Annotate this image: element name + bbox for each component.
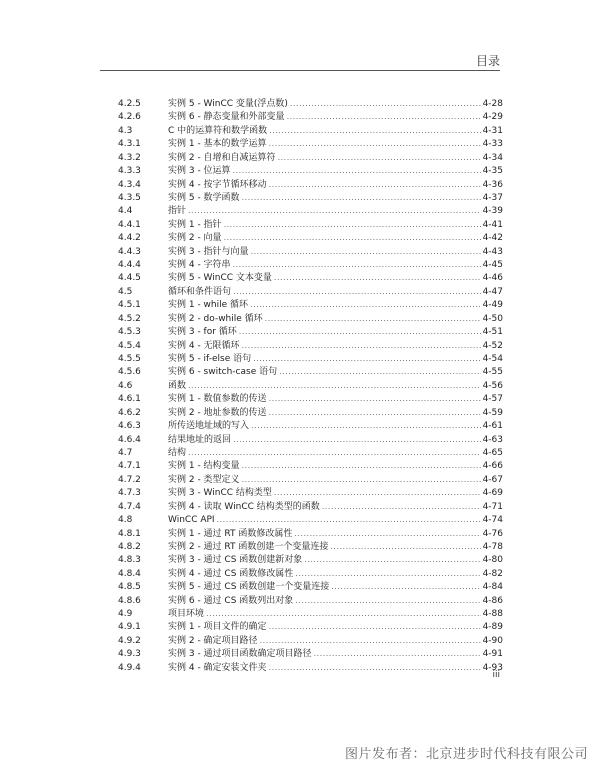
- toc-entry-page: 4-49: [482, 300, 503, 311]
- toc-entry[interactable]: [118, 231, 503, 244]
- toc-entry[interactable]: [118, 245, 503, 258]
- toc-leader-dots: [279, 365, 480, 378]
- toc-entry-number: 4.8: [118, 515, 133, 526]
- toc-entry-title: 实例 5 - if-else 语句: [168, 354, 252, 365]
- toc-entry[interactable]: [118, 298, 503, 311]
- toc-leader-dots: [251, 419, 481, 432]
- toc-entry[interactable]: [118, 607, 503, 620]
- toc-entry-page: 4-29: [482, 112, 503, 123]
- toc-entry-page: 4-52: [482, 340, 503, 351]
- toc-entry-number: 4.4.1: [118, 219, 141, 230]
- toc-entry[interactable]: [118, 567, 503, 580]
- toc-entry[interactable]: [118, 446, 503, 459]
- toc-entry-title: 实例 1 - 结构变量: [168, 461, 240, 472]
- toc-entry-number: 4.8.4: [118, 568, 141, 579]
- toc-entry-page: 4-65: [482, 447, 503, 458]
- toc-entry-title: 实例 1 - 数值参数的传送: [168, 394, 267, 405]
- toc-entry[interactable]: [118, 580, 503, 593]
- toc-entry-title: 实例 4 - 字符串: [168, 260, 231, 271]
- toc-entry-number: 4.9.1: [118, 622, 141, 633]
- toc-entry-number: 4.5.4: [118, 340, 141, 351]
- toc-entry-number: 4.8.3: [118, 555, 141, 566]
- toc-entry-page: 4-84: [482, 582, 503, 593]
- toc-entry-number: 4.4.2: [118, 233, 141, 244]
- toc-entry-title: 实例 2 - 类型定义: [168, 474, 240, 485]
- toc-entry-number: 4.3.1: [118, 139, 141, 150]
- toc-entry-title: 实例 2 - 自增和自减运算符: [168, 152, 276, 163]
- toc-leader-dots: [269, 124, 480, 137]
- toc-entry-number: 4.2.5: [118, 99, 141, 109]
- toc-leader-dots: [224, 218, 481, 231]
- toc-entry[interactable]: [118, 647, 503, 660]
- toc-entry[interactable]: [118, 433, 503, 446]
- toc-entry[interactable]: [118, 137, 503, 150]
- toc-entry-title: 实例 6 - 通过 CS 函数列出对象: [168, 595, 294, 606]
- toc-entry-number: 4.7.4: [118, 501, 141, 512]
- toc-entry-number: 4.7.2: [118, 474, 141, 485]
- toc-leader-dots: [287, 110, 481, 123]
- toc-entry[interactable]: [118, 513, 503, 526]
- toc-entry-title: 实例 3 - 位运算: [168, 166, 231, 177]
- toc-leader-dots: [188, 379, 481, 392]
- toc-entry-number: 4.4.5: [118, 273, 141, 284]
- toc-entry-title: 实例 5 - WinCC 变量(浮点数): [168, 99, 288, 109]
- toc-leader-dots: [188, 446, 481, 459]
- toc-entry-title: 结果地址的返回: [168, 434, 232, 445]
- table-of-contents: [118, 97, 503, 674]
- toc-entry-title: 实例 4 - 确定安装文件夹: [168, 662, 267, 673]
- toc-leader-dots: [269, 137, 481, 150]
- toc-entry-page: 4-86: [482, 595, 503, 606]
- toc-entry-title: 实例 3 - WinCC 结构类型: [168, 488, 272, 499]
- toc-entry[interactable]: [118, 594, 503, 607]
- toc-entry-title: C 中的运算符和数学函数: [168, 125, 268, 136]
- toc-entry-title: 实例 3 - 指针与向量: [168, 246, 249, 257]
- toc-entry-number: 4.9: [118, 609, 133, 620]
- toc-entry-page: 4-37: [482, 192, 503, 203]
- toc-entry-number: 4.2.6: [118, 112, 141, 123]
- toc-entry-title: 实例 1 - 指针: [168, 219, 222, 230]
- toc-leader-dots: [233, 433, 481, 446]
- toc-entry[interactable]: [118, 164, 503, 177]
- toc-entry[interactable]: [118, 312, 503, 325]
- toc-entry[interactable]: [118, 620, 503, 633]
- toc-leader-dots: [242, 459, 481, 472]
- toc-entry[interactable]: [118, 365, 503, 378]
- toc-entry-page: 4-36: [482, 179, 503, 190]
- toc-entry-page: 4-33: [482, 139, 503, 150]
- toc-entry[interactable]: [118, 339, 503, 352]
- toc-entry[interactable]: [118, 258, 503, 271]
- toc-entry-page: 4-51: [482, 327, 503, 338]
- toc-entry-title: 实例 2 - 向量: [168, 233, 222, 244]
- toc-entry-page: 4-55: [482, 367, 503, 378]
- toc-entry-page: 4-88: [482, 609, 503, 620]
- toc-leader-dots: [224, 231, 481, 244]
- toc-entry-title: 实例 6 - 静态变量和外部变量: [168, 112, 285, 123]
- toc-entry-number: 4.5.1: [118, 300, 141, 311]
- toc-entry[interactable]: [118, 486, 503, 499]
- toc-leader-dots: [274, 486, 481, 499]
- toc-entry-page: 4-47: [482, 286, 503, 297]
- toc-entry-page: 4-63: [482, 434, 503, 445]
- toc-leader-dots: [294, 527, 480, 540]
- toc-entry-title: 指针: [168, 206, 187, 217]
- toc-leader-dots: [295, 594, 480, 607]
- toc-entry[interactable]: [118, 634, 503, 647]
- toc-entry[interactable]: [118, 151, 503, 164]
- toc-entry-title: 实例 1 - 项目文件的确定: [168, 622, 267, 633]
- toc-entry-title: 实例 4 - 读取 WinCC 结构类型的函数: [168, 501, 320, 512]
- toc-entry-page: 4-80: [482, 555, 503, 566]
- toc-entry-number: 4.5.3: [118, 327, 141, 338]
- toc-entry-number: 4.7.1: [118, 461, 141, 472]
- toc-entry-number: 4.9.3: [118, 649, 141, 660]
- toc-entry-number: 4.8.5: [118, 582, 141, 593]
- toc-entry-page: 4-66: [482, 461, 503, 472]
- toc-entry-title: 实例 2 - 地址参数的传送: [168, 407, 267, 418]
- toc-entry-number: 4.6.3: [118, 421, 141, 432]
- toc-entry-title: 函数: [168, 380, 187, 391]
- toc-entry[interactable]: [118, 191, 503, 204]
- toc-entry[interactable]: [118, 392, 503, 405]
- toc-entry-number: 4.3.5: [118, 192, 141, 203]
- toc-entry[interactable]: [118, 325, 503, 338]
- toc-entry-title: 所传送地址域的写入: [168, 421, 250, 432]
- toc-leader-dots: [274, 271, 481, 284]
- toc-entry[interactable]: [118, 500, 503, 513]
- toc-leader-dots: [265, 312, 481, 325]
- toc-leader-dots: [188, 204, 481, 217]
- toc-entry-title: 实例 5 - 通过 CS 函数创建一个变量连接: [168, 582, 330, 593]
- toc-leader-dots: [269, 620, 481, 633]
- toc-entry-number: 4.5: [118, 286, 133, 297]
- toc-leader-dots: [331, 580, 480, 593]
- toc-leader-dots: [242, 339, 481, 352]
- toc-entry-page: 4-74: [482, 515, 503, 526]
- toc-entry-title: 实例 2 - 确定项目路径: [168, 635, 258, 646]
- toc-leader-dots: [253, 352, 480, 365]
- toc-entry[interactable]: [118, 406, 503, 419]
- toc-entry-page: 4-42: [482, 233, 503, 244]
- toc-entry-number: 4.8.1: [118, 528, 141, 539]
- toc-entry-page: 4-61: [482, 421, 503, 432]
- toc-entry-number: 4.6.2: [118, 407, 141, 418]
- toc-entry-number: 4.7.3: [118, 488, 141, 499]
- toc-entry-number: 4.4: [118, 206, 133, 217]
- toc-leader-dots: [206, 607, 481, 620]
- toc-entry-title: 结构: [168, 447, 187, 458]
- toc-entry-title: 实例 6 - switch-case 语句: [168, 367, 278, 378]
- toc-entry[interactable]: [118, 178, 503, 191]
- toc-entry-number: 4.6: [118, 380, 133, 391]
- toc-entry-title: 实例 2 - do-while 循环: [168, 313, 263, 324]
- page-number: iii: [492, 670, 500, 680]
- toc-entry-page: 4-59: [482, 407, 503, 418]
- page-header-title: 目录: [475, 54, 500, 68]
- toc-entry-page: 4-69: [482, 488, 503, 499]
- toc-entry[interactable]: [118, 97, 503, 110]
- toc-entry-number: 4.7: [118, 447, 133, 458]
- toc-entry-number: 4.4.4: [118, 260, 141, 271]
- toc-entry-number: 4.8.6: [118, 595, 141, 606]
- toc-leader-dots: [304, 553, 480, 566]
- toc-entry[interactable]: [118, 285, 503, 298]
- toc-leader-dots: [322, 500, 481, 513]
- toc-entry-page: 4-31: [482, 125, 503, 136]
- toc-leader-dots: [233, 164, 481, 177]
- header-divider: [100, 70, 500, 71]
- toc-entry-page: 4-93: [482, 662, 503, 673]
- toc-entry-number: 4.4.3: [118, 246, 141, 257]
- toc-leader-dots: [233, 258, 481, 271]
- toc-entry[interactable]: [118, 218, 503, 231]
- toc-leader-dots: [269, 406, 481, 419]
- toc-entry[interactable]: [118, 527, 503, 540]
- toc-entry[interactable]: [118, 459, 503, 472]
- toc-entry-page: 4-82: [482, 568, 503, 579]
- toc-entry-title: 实例 4 - 无限循环: [168, 340, 240, 351]
- toc-entry-title: 实例 2 - 通过 RT 函数创建一个变量连接: [168, 541, 329, 552]
- toc-entry-number: 4.3.2: [118, 152, 141, 163]
- toc-entry[interactable]: [118, 473, 503, 486]
- toc-entry-title: 实例 3 - 通过项目函数确定项目路径: [168, 649, 312, 660]
- watermark-text: 图片发布者：北京进步时代科技有限公司: [344, 747, 588, 762]
- toc-entry-page: 4-57: [482, 394, 503, 405]
- toc-leader-dots: [269, 178, 481, 191]
- toc-entry-number: 4.9.2: [118, 635, 141, 646]
- toc-entry-title: 实例 4 - 通过 CS 函数修改属性: [168, 568, 294, 579]
- toc-entry[interactable]: [118, 553, 503, 566]
- toc-entry-number: 4.6.4: [118, 434, 141, 445]
- toc-entry[interactable]: [118, 540, 503, 553]
- toc-entry-page: 4-39: [482, 206, 503, 217]
- toc-entry-number: 4.5.6: [118, 367, 141, 378]
- toc-entry-page: 4-41: [482, 219, 503, 230]
- toc-entry-page: 4-56: [482, 380, 503, 391]
- toc-leader-dots: [314, 647, 481, 660]
- toc-entry-page: 4-43: [482, 246, 503, 257]
- toc-entry-number: 4.8.2: [118, 541, 141, 552]
- toc-entry-page: 4-76: [482, 528, 503, 539]
- toc-entry[interactable]: [118, 379, 503, 392]
- toc-entry-title: 循环和条件语句: [168, 286, 232, 297]
- toc-entry-page: 4-89: [482, 622, 503, 633]
- toc-leader-dots: [250, 298, 481, 311]
- toc-entry[interactable]: [118, 110, 503, 123]
- toc-entry-title: 实例 1 - 通过 RT 函数修改属性: [168, 528, 293, 539]
- toc-leader-dots: [269, 392, 481, 405]
- toc-entry[interactable]: [118, 271, 503, 284]
- toc-entry-page: 4-90: [482, 635, 503, 646]
- toc-entry-page: 4-50: [482, 313, 503, 324]
- toc-entry-page: 4-71: [482, 501, 503, 512]
- toc-leader-dots: [295, 567, 480, 580]
- toc-entry-page: 4-67: [482, 474, 503, 485]
- toc-leader-dots: [233, 285, 481, 298]
- toc-leader-dots: [239, 325, 481, 338]
- toc-leader-dots: [269, 661, 481, 674]
- toc-leader-dots: [242, 473, 481, 486]
- toc-entry-title: 项目环境: [168, 609, 205, 620]
- toc-entry[interactable]: [118, 204, 503, 217]
- toc-entry-title: 实例 1 - 基本的数学运算: [168, 139, 267, 150]
- toc-leader-dots: [260, 634, 481, 647]
- toc-entry[interactable]: [118, 352, 503, 365]
- toc-leader-dots: [217, 513, 481, 526]
- toc-entry-title: 实例 3 - for 循环: [168, 327, 237, 338]
- toc-entry-number: 4.5.2: [118, 313, 141, 324]
- toc-leader-dots: [278, 151, 481, 164]
- toc-entry-page: 4-35: [482, 166, 503, 177]
- toc-entry-title: WinCC API: [168, 515, 215, 526]
- toc-entry-title: 实例 5 - 数学函数: [168, 192, 240, 203]
- toc-leader-dots: [242, 191, 481, 204]
- toc-entry-title: 实例 1 - while 循环: [168, 300, 249, 311]
- toc-entry-number: 4.6.1: [118, 394, 141, 405]
- toc-entry[interactable]: [118, 124, 503, 137]
- toc-entry-page: 4-78: [482, 541, 503, 552]
- toc-entry-title: 实例 5 - WinCC 文本变量: [168, 273, 272, 284]
- toc-entry-page: 4-46: [482, 273, 503, 284]
- toc-leader-dots: [330, 540, 480, 553]
- toc-entry-number: 4.3.3: [118, 166, 141, 177]
- toc-entry-page: 4-91: [482, 649, 503, 660]
- toc-entry-page: 4-54: [482, 354, 503, 365]
- toc-entry-number: 4.5.5: [118, 354, 141, 365]
- toc-entry-number: 4.9.4: [118, 662, 141, 673]
- toc-entry[interactable]: [118, 419, 503, 432]
- toc-entry-number: 4.3.4: [118, 179, 141, 190]
- toc-leader-dots: [251, 245, 481, 258]
- toc-entry-page: 4-34: [482, 152, 503, 163]
- toc-entry-number: 4.3: [118, 125, 133, 136]
- toc-entry-title: 实例 4 - 按字节循环移动: [168, 179, 267, 190]
- toc-entry[interactable]: [118, 661, 503, 674]
- toc-entry-page: 4-28: [482, 99, 503, 109]
- toc-entry-page: 4-45: [482, 260, 503, 271]
- toc-entry-title: 实例 3 - 通过 CS 函数创建新对象: [168, 555, 303, 566]
- toc-leader-dots: [290, 97, 481, 110]
